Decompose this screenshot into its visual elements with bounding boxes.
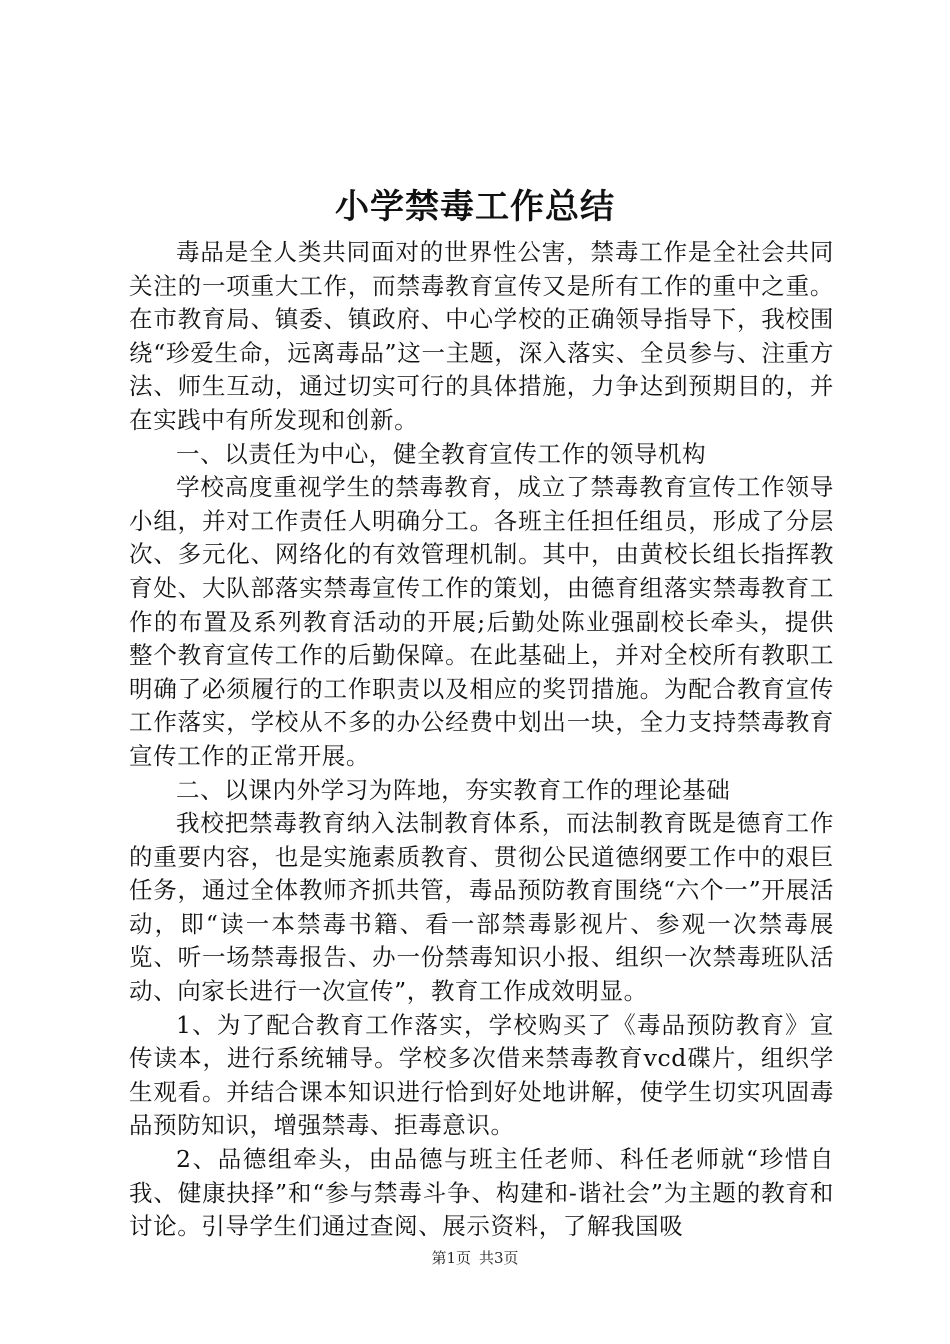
document-body xyxy=(129,236,834,1244)
item-1-paragraph: 1、为了配合教育工作落实，学校购买了《毒品预防教育》宣传读本，进行系统辅导。学校多次借来禁毒教育vcd碟片，组织学生观看。并结合课本知识进行恰到好处地讲解，使学生切实巩固毒品预防知识，增强禁毒、拒毒意识。 xyxy=(129,1010,834,1140)
section-heading-2: 二、以课内外学习为阵地，夯实教育工作的理论基础 xyxy=(176,775,731,804)
intro-paragraph: 毒品是全人类共同面对的世界性公害，禁毒工作是全社会共同关注的一项重大工作，而禁毒教育宣传又是所有工作的重中之重。在市教育局、镇委、镇政府、中心学校的正确领导指导下，我校围绕“珍爱生命，远离毒品”这一主题，深入落实、全员参与、注重方法、师生互动，通过切实可行的具体措施，力争达到预期目的，并在实践中有所发现和创新。 xyxy=(129,238,834,434)
section-2-paragraph: 我校把禁毒教育纳入法制教育体系，而法制教育既是德育工作的重要内容，也是实施素质教育、贯彻公民道德纲要工作中的艰巨任务，通过全体教师齐抓共管，毒品预防教育围绕“六个一”开展活动，即“读一本禁毒书籍、看一部禁毒影视片、参观一次禁毒展览、听一场禁毒报告、办一份禁毒知识小报、组织一次禁毒班队活动、向家长进行一次宣传”，教育工作成效明显。 xyxy=(129,809,834,1006)
page-total: 共3页 xyxy=(479,1249,519,1267)
section-1-paragraph: 学校高度重视学生的禁毒教育，成立了禁毒教育宣传工作领导小组，并对工作责任人明确分工。各班主任担任组员，形成了分层次、多元化、网络化的有效管理机制。其中，由黄校长组长指挥教育处、大队部落实禁毒宣传工作的策划，由德育组落实禁毒教育工作的布置及系列教育活动的开展;后勤处陈业强副校长牵头，提供整个教育宣传工作的后勤保障。在此基础上，并对全校所有教职工明确了必须履行的工作职责以及相应的奖罚措施。为配合教育宣传工作落实，学校从不多的办公经费中划出一块，全力支持禁毒教育宣传工作的正常开展。 xyxy=(129,473,834,770)
section-heading-1: 一、以责任为中心，健全教育宣传工作的领导机构 xyxy=(176,439,707,468)
page-number: 第1页 xyxy=(431,1249,471,1267)
item-2-paragraph: 2、品德组牵头，由品德与班主任老师、科任老师就“珍惜自我、健康抉择”和“参与禁毒斗争、构建和-谐社会”为主题的教育和讨论。引导学生们通过查阅、展示资料，了解我国吸 xyxy=(129,1145,834,1241)
document-title: 小学禁毒工作总结 xyxy=(335,187,615,227)
page-footer xyxy=(0,1248,950,1268)
